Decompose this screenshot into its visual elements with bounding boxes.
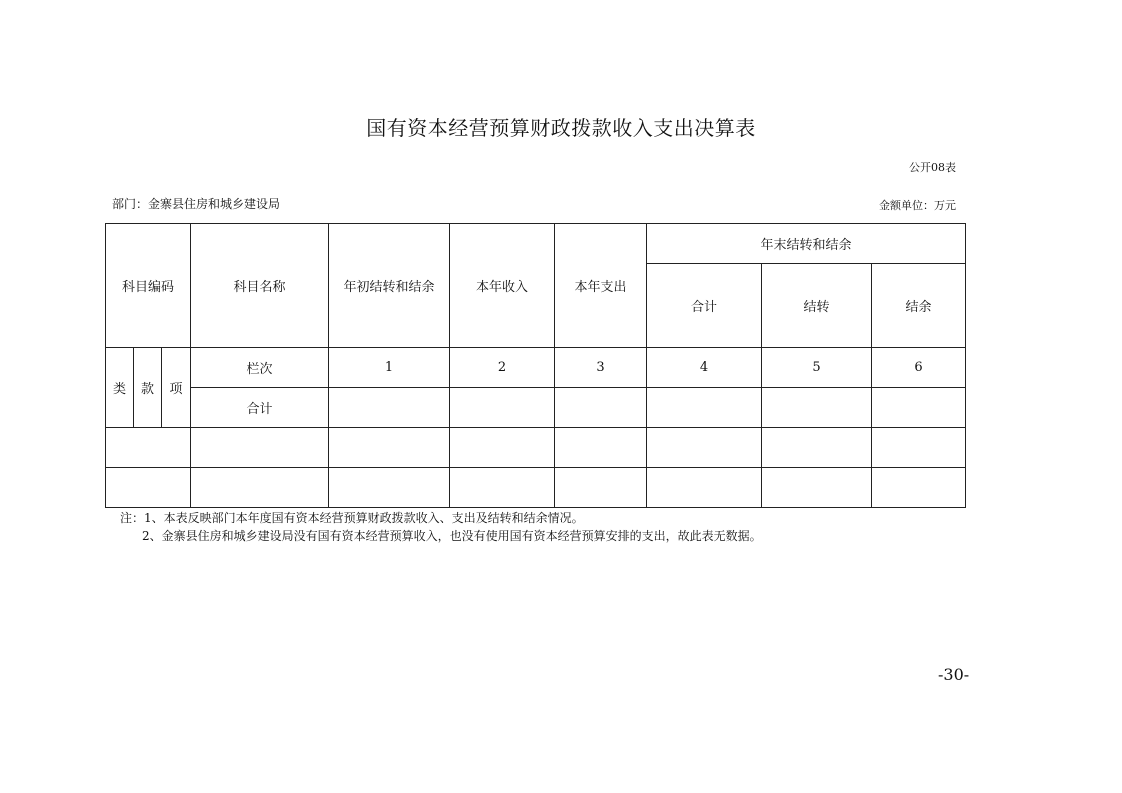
page-title: 国有资本经营预算财政拨款收入支出决算表 — [366, 116, 756, 140]
note-line-2: 2、金寨县住房和城乡建设局没有国有资本经营预算收入，也没有使用国有资本经营预算安排的支出，故此表无数据。 — [142, 529, 762, 543]
sub-header-kuan: 款 — [134, 348, 162, 428]
sub-header-lei: 类 — [106, 348, 134, 428]
header-subject-name: 科目名称 — [191, 224, 329, 348]
empty-cell — [555, 468, 647, 508]
budget-table — [105, 223, 966, 508]
header-expense: 本年支出 — [555, 224, 647, 348]
empty-cell — [191, 468, 329, 508]
index-col-3: 3 — [555, 348, 647, 388]
index-col-2: 2 — [450, 348, 555, 388]
empty-cell — [450, 428, 555, 468]
empty-cell — [329, 468, 450, 508]
header-end-total: 合计 — [647, 264, 762, 348]
index-col-1: 1 — [329, 348, 450, 388]
total-cell — [872, 388, 966, 428]
index-col-5: 5 — [762, 348, 872, 388]
empty-row — [106, 468, 966, 508]
index-row — [106, 348, 966, 388]
empty-row — [106, 428, 966, 468]
empty-cell — [106, 468, 191, 508]
empty-cell — [106, 428, 191, 468]
index-row-label: 栏次 — [191, 348, 329, 388]
total-row-label: 合计 — [191, 388, 329, 428]
index-col-6: 6 — [872, 348, 966, 388]
empty-cell — [555, 428, 647, 468]
sub-header-xiang: 项 — [162, 348, 191, 428]
total-cell — [329, 388, 450, 428]
header-end-surplus: 结余 — [872, 264, 966, 348]
empty-cell — [647, 468, 762, 508]
notes — [120, 509, 762, 545]
total-cell — [647, 388, 762, 428]
empty-cell — [191, 428, 329, 468]
header-end-carryover: 结转 — [762, 264, 872, 348]
empty-cell — [872, 428, 966, 468]
amount-unit-label: 金额单位：万元 — [879, 199, 956, 212]
empty-cell — [329, 428, 450, 468]
note-line-1: 注：1、本表反映部门本年度国有资本经营预算财政拨款收入、支出及结转和结余情况。 — [120, 511, 584, 525]
empty-cell — [762, 468, 872, 508]
page-number: -30- — [938, 665, 970, 684]
header-income: 本年收入 — [450, 224, 555, 348]
header-begin-balance: 年初结转和结余 — [329, 224, 450, 348]
empty-cell — [872, 468, 966, 508]
total-cell — [450, 388, 555, 428]
total-cell — [555, 388, 647, 428]
department-label: 部门：金寨县住房和城乡建设局 — [112, 197, 281, 211]
header-subject-code: 科目编码 — [106, 224, 191, 348]
empty-cell — [762, 428, 872, 468]
total-row — [106, 388, 966, 428]
empty-cell — [647, 428, 762, 468]
empty-cell — [450, 468, 555, 508]
header-row-1 — [106, 224, 966, 264]
form-number: 公开08表 — [909, 161, 956, 174]
total-cell — [762, 388, 872, 428]
header-end-balance: 年末结转和结余 — [647, 224, 966, 264]
index-col-4: 4 — [647, 348, 762, 388]
